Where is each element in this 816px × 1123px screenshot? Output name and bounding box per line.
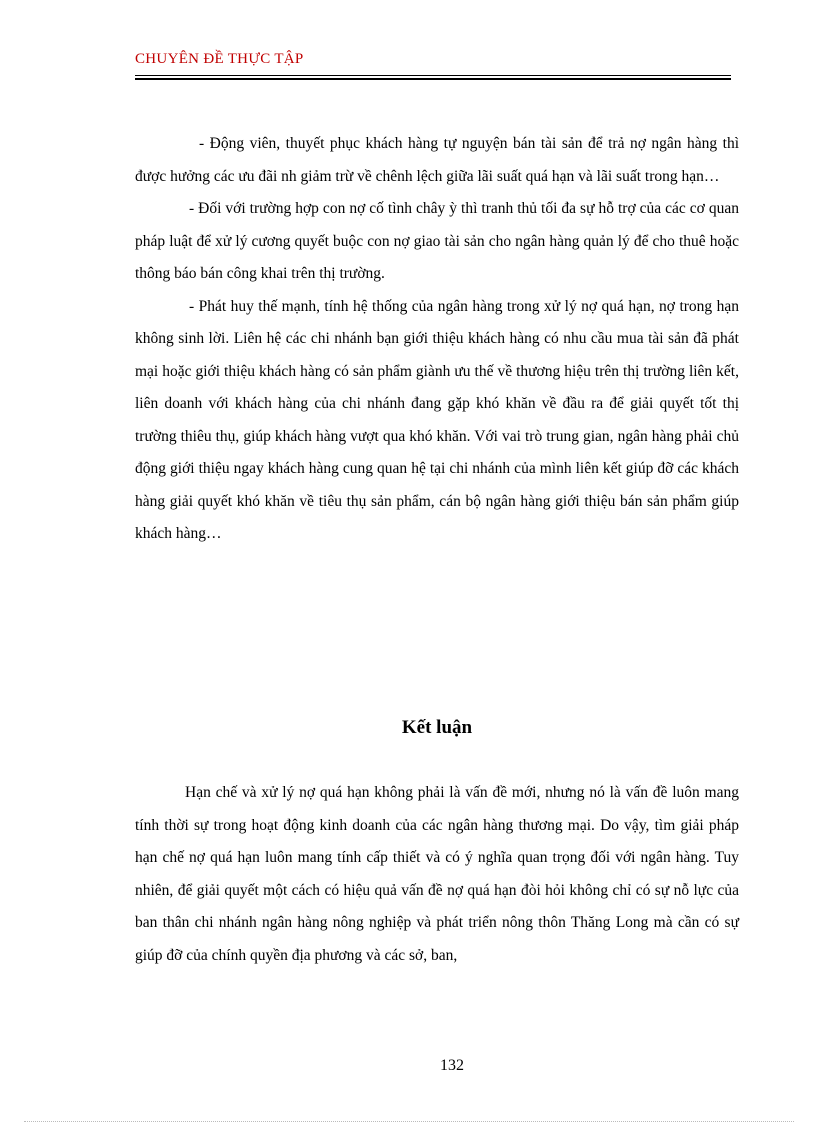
- body-text: [135, 128, 739, 551]
- header-divider-thick: [135, 78, 731, 80]
- conclusion-body: [135, 777, 739, 972]
- paragraph-legal-support: - Đối với trường hợp con nợ cố tình chây ỳ thì tranh thủ tối đa sự hỗ trợ của các cơ quan pháp luật để xử lý cương quyết buộc con nợ giao tài sản cho ngân hàng quản lý để cho thuê hoặc thông báo bán công khai trên thị trường.: [135, 200, 739, 282]
- page-header: [135, 49, 731, 69]
- header-title: CHUYÊN ĐỀ THỰC TẬP: [135, 51, 304, 67]
- page-bottom-edge: [24, 1121, 794, 1122]
- paragraph-conclusion: Hạn chế và xử lý nợ quá hạn không phải là vấn đề mới, nhưng nó là vấn đề luôn mang tính thời sự trong hoạt động kinh doanh của các ngân hàng thương mại. Do vậy, tìm giải pháp hạn chế nợ quá hạn luôn mang tính cấp thiết và có ý nghĩa quan trọng đối với ngân hàng. Tuy nhiên, để giải quyết một cách có hiệu quả vấn đề nợ quá hạn đòi hỏi không chỉ có sự nỗ lực của ban thân chi nhánh ngân hàng nông nghiệp và phát triển nông thôn Thăng Long mà cần có sự giúp đỡ của chính quyền địa phương và các sở, ban,: [135, 784, 739, 964]
- conclusion-heading: Kết luận: [401, 717, 473, 738]
- paragraph-system-strength: - Phát huy thế mạnh, tính hệ thống của ngân hàng trong xử lý nợ quá hạn, nợ trong hạn không sinh lời. Liên hệ các chi nhánh bạn giới thiệu khách hàng có nhu cầu mua tài sản đã phát mại hoặc giới thiệu khách hàng có sản phẩm giành ưu thế về thương hiệu trên thị trường liên kết, liên doanh với khách hàng của chi nhánh đang gặp khó khăn về đầu ra để giải quyết tốt thị trường thiêu thụ, giúp khách hàng vượt qua khó khăn. Với vai trò trung gian, ngân hàng phải chủ động giới thiệu ngay khách hàng cung quan hệ tại chi nhánh của mình liên kết giúp đỡ các khách hàng giải quyết khó khăn về tiêu thụ sản phẩm, cán bộ ngân hàng giới thiệu bán sản phẩm giúp khách hàng…: [135, 297, 739, 542]
- page-number: 132: [440, 1057, 464, 1074]
- paragraph-sell-assets: - Động viên, thuyết phục khách hàng tự nguyện bán tài sản để trả nợ ngân hàng thì được hưởng các ưu đãi nh giảm trừ về chênh lệch giữa lãi suất quá hạn và lãi suất trong hạn…: [135, 135, 739, 185]
- header-divider: [135, 75, 731, 76]
